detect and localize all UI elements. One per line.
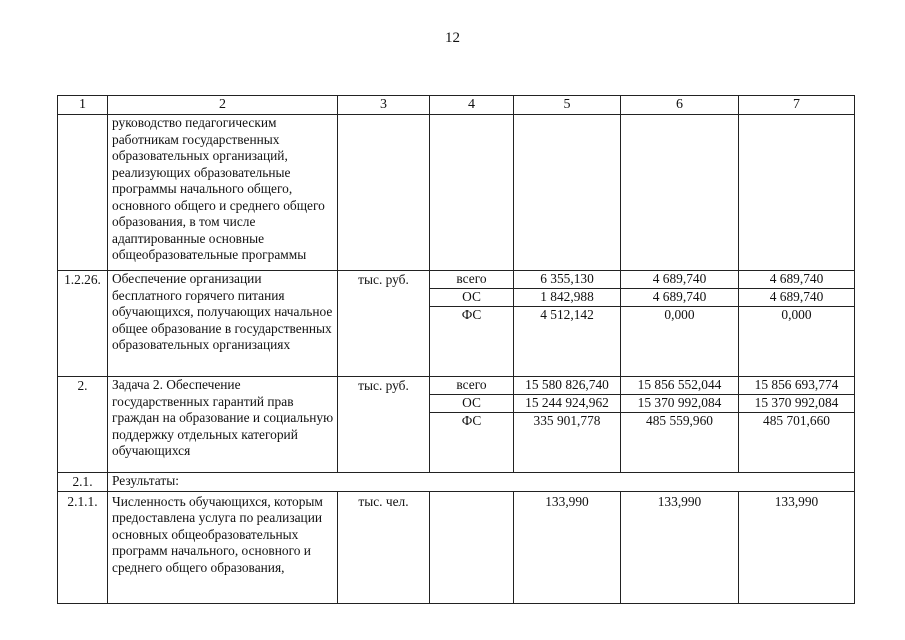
row-description: Численность обучающихся, которым предоставлена услуга по реализации основных общеобразовательных программ начального, основного и среднего общего образования, <box>108 491 338 603</box>
value-subcolumn-5 <box>514 271 621 377</box>
row-source-cell <box>430 115 514 271</box>
value-cell: 335 901,778 <box>533 413 601 428</box>
source-label: ОС <box>430 395 513 413</box>
row-unit: тыс. руб. <box>338 271 430 377</box>
value-cell: 0,000 <box>664 307 695 322</box>
header-cell: 3 <box>338 96 430 115</box>
row-value-cell <box>739 115 855 271</box>
source-subcolumn <box>430 271 514 377</box>
row-number <box>58 115 108 271</box>
source-subcolumn <box>430 377 514 473</box>
source-label: всего <box>430 271 513 289</box>
row-description: Результаты: <box>108 473 855 492</box>
value-cell: 4 689,740 <box>621 289 738 307</box>
source-label: всего <box>430 377 513 395</box>
header-cell: 4 <box>430 96 514 115</box>
row-number: 2.1. <box>58 473 108 492</box>
value-subcolumn-6 <box>621 377 739 473</box>
value-cell: 133,990 <box>621 491 739 603</box>
value-cell: 15 370 992,084 <box>739 395 854 413</box>
row-description: Обеспечение организации бесплатного горячего питания обучающихся, получающих начальное общее образование в государственных образовательных организациях <box>108 271 338 377</box>
budget-table <box>57 95 855 604</box>
value-cell: 4 689,740 <box>621 271 738 289</box>
value-cell: 4 512,142 <box>540 307 594 322</box>
value-cell: 1 842,988 <box>514 289 620 307</box>
value-cell: 0,000 <box>781 307 812 322</box>
value-cell: 15 856 693,774 <box>739 377 854 395</box>
table-row <box>58 115 855 271</box>
table-row <box>58 473 855 492</box>
value-cell: 485 701,660 <box>763 413 830 428</box>
row-number: 2. <box>58 377 108 473</box>
row-description: руководство педагогическим работникам государственных образовательных организаций, реализующих образовательные программы начального общего, основного общего и среднего общего образования, в том числе адаптированные основные общеобразовательные программы <box>108 115 338 271</box>
source-label: ОС <box>430 289 513 307</box>
row-unit: тыс. руб. <box>338 377 430 473</box>
header-cell: 1 <box>58 96 108 115</box>
header-cell: 6 <box>621 96 739 115</box>
source-label: ФС <box>461 307 482 322</box>
row-unit <box>338 115 430 271</box>
row-number: 1.2.26. <box>58 271 108 377</box>
header-cell: 2 <box>108 96 338 115</box>
row-unit: тыс. чел. <box>338 491 430 603</box>
value-cell: 4 689,740 <box>739 271 854 289</box>
value-subcolumn-6 <box>621 271 739 377</box>
value-cell: 15 580 826,740 <box>514 377 620 395</box>
table-header-row <box>58 96 855 115</box>
table-row <box>58 271 855 377</box>
row-value-cell <box>514 115 621 271</box>
table-row <box>58 377 855 473</box>
value-cell: 15 244 924,962 <box>514 395 620 413</box>
value-cell: 15 370 992,084 <box>621 395 738 413</box>
page-number: 12 <box>445 30 460 46</box>
value-cell: 133,990 <box>739 491 855 603</box>
value-cell: 6 355,130 <box>514 271 620 289</box>
source-label: ФС <box>461 413 482 428</box>
value-subcolumn-7 <box>739 271 855 377</box>
value-cell: 4 689,740 <box>739 289 854 307</box>
value-cell: 15 856 552,044 <box>621 377 738 395</box>
value-cell: 485 559,960 <box>646 413 713 428</box>
value-subcolumn-7 <box>739 377 855 473</box>
value-cell: 133,990 <box>514 491 621 603</box>
header-cell: 7 <box>739 96 855 115</box>
row-value-cell <box>621 115 739 271</box>
row-description: Задача 2. Обеспечение государственных гарантий прав граждан на образование и социальную поддержку отдельных категорий обучающихся <box>108 377 338 473</box>
row-source-cell <box>430 491 514 603</box>
header-cell: 5 <box>514 96 621 115</box>
row-number: 2.1.1. <box>58 491 108 603</box>
value-subcolumn-5 <box>514 377 621 473</box>
table-row <box>58 491 855 603</box>
